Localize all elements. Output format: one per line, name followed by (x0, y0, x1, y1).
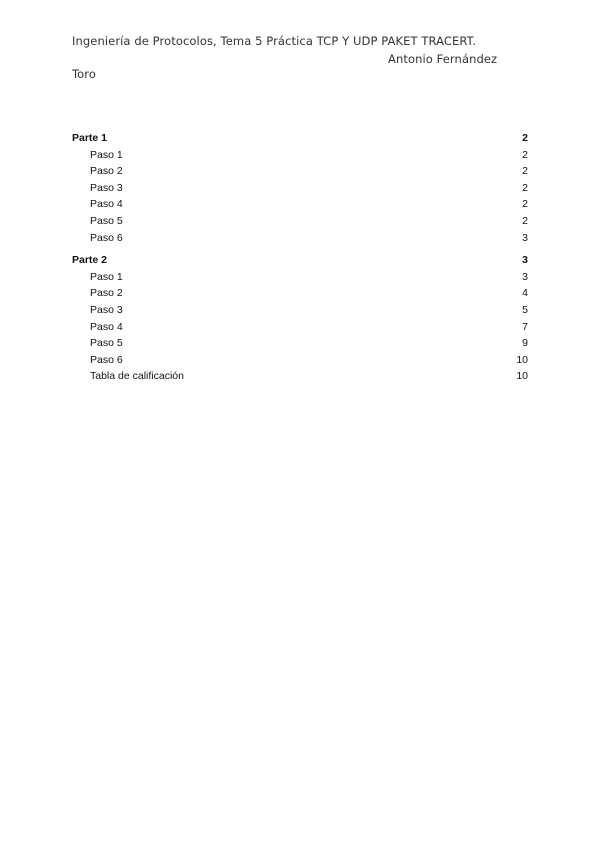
toc-entry-parte-2-paso-4[interactable] (72, 319, 528, 336)
toc-entry-page: 10 (516, 370, 528, 383)
toc-entry-page: 3 (522, 254, 528, 267)
toc-entry-page: 2 (522, 214, 528, 227)
toc-entry-page: 10 (516, 353, 528, 366)
toc-entry-parte-1-paso-6[interactable] (72, 230, 528, 247)
toc-entry-label: Parte 1 (72, 132, 108, 144)
toc-entry-label: Paso 3 (90, 181, 123, 194)
toc-entry-label: Paso 2 (90, 165, 123, 178)
toc-entry-page: 2 (522, 198, 528, 211)
toc-entry-page: 3 (522, 270, 528, 283)
toc-entry-tabla-de-calificacion[interactable] (72, 368, 528, 385)
toc-entry-label: Paso 5 (90, 337, 123, 350)
toc-entry-label: Paso 6 (90, 353, 123, 366)
toc-entry-parte-2[interactable] (72, 252, 528, 269)
header-author: Antonio Fernández (388, 52, 498, 66)
toc-entry-parte-1-paso-1[interactable] (72, 147, 528, 164)
toc-entry-parte-1-paso-5[interactable] (72, 213, 528, 230)
toc-entry-label: Paso 6 (90, 231, 123, 244)
table-of-contents (72, 130, 528, 385)
toc-entry-label: Parte 2 (72, 254, 108, 267)
toc-entry-label: Paso 1 (90, 270, 123, 283)
toc-entry-parte-1-paso-3[interactable] (72, 180, 528, 197)
toc-entry-label: Paso 1 (90, 148, 123, 161)
toc-entry-label: Paso 5 (90, 214, 123, 227)
toc-entry-page: 4 (522, 287, 528, 300)
toc-entry-parte-2-paso-5[interactable] (72, 335, 528, 352)
toc-entry-page: 2 (522, 132, 528, 144)
toc-entry-parte-1-paso-2[interactable] (72, 163, 528, 180)
toc-entry-parte-2-paso-2[interactable] (72, 285, 528, 302)
header-title: Ingeniería de Protocolos, Tema 5 Práctica TCP Y UDP PAKET TRACERT. (72, 34, 477, 48)
toc-entry-label: Paso 2 (90, 287, 123, 300)
toc-entry-parte-2-paso-6[interactable] (72, 352, 528, 369)
toc-entry-page: 7 (522, 320, 528, 333)
toc-entry-page: 2 (522, 148, 528, 161)
toc-entry-page: 2 (522, 181, 528, 194)
toc-entry-page: 3 (522, 231, 528, 244)
toc-entry-parte-2-paso-1[interactable] (72, 269, 528, 286)
header-author-surname: Toro (72, 67, 97, 81)
toc-entry-label: Paso 3 (90, 303, 123, 316)
toc-entry-parte-1[interactable] (72, 130, 528, 147)
toc-entry-label: Paso 4 (90, 198, 123, 211)
toc-entry-page: 9 (522, 337, 528, 350)
toc-entry-page: 5 (522, 303, 528, 316)
toc-entry-label: Paso 4 (90, 320, 123, 333)
toc-entry-page: 2 (522, 165, 528, 178)
toc-entry-parte-2-paso-3[interactable] (72, 302, 528, 319)
toc-entry-parte-1-paso-4[interactable] (72, 196, 528, 213)
toc-entry-label: Tabla de calificación (90, 370, 184, 383)
